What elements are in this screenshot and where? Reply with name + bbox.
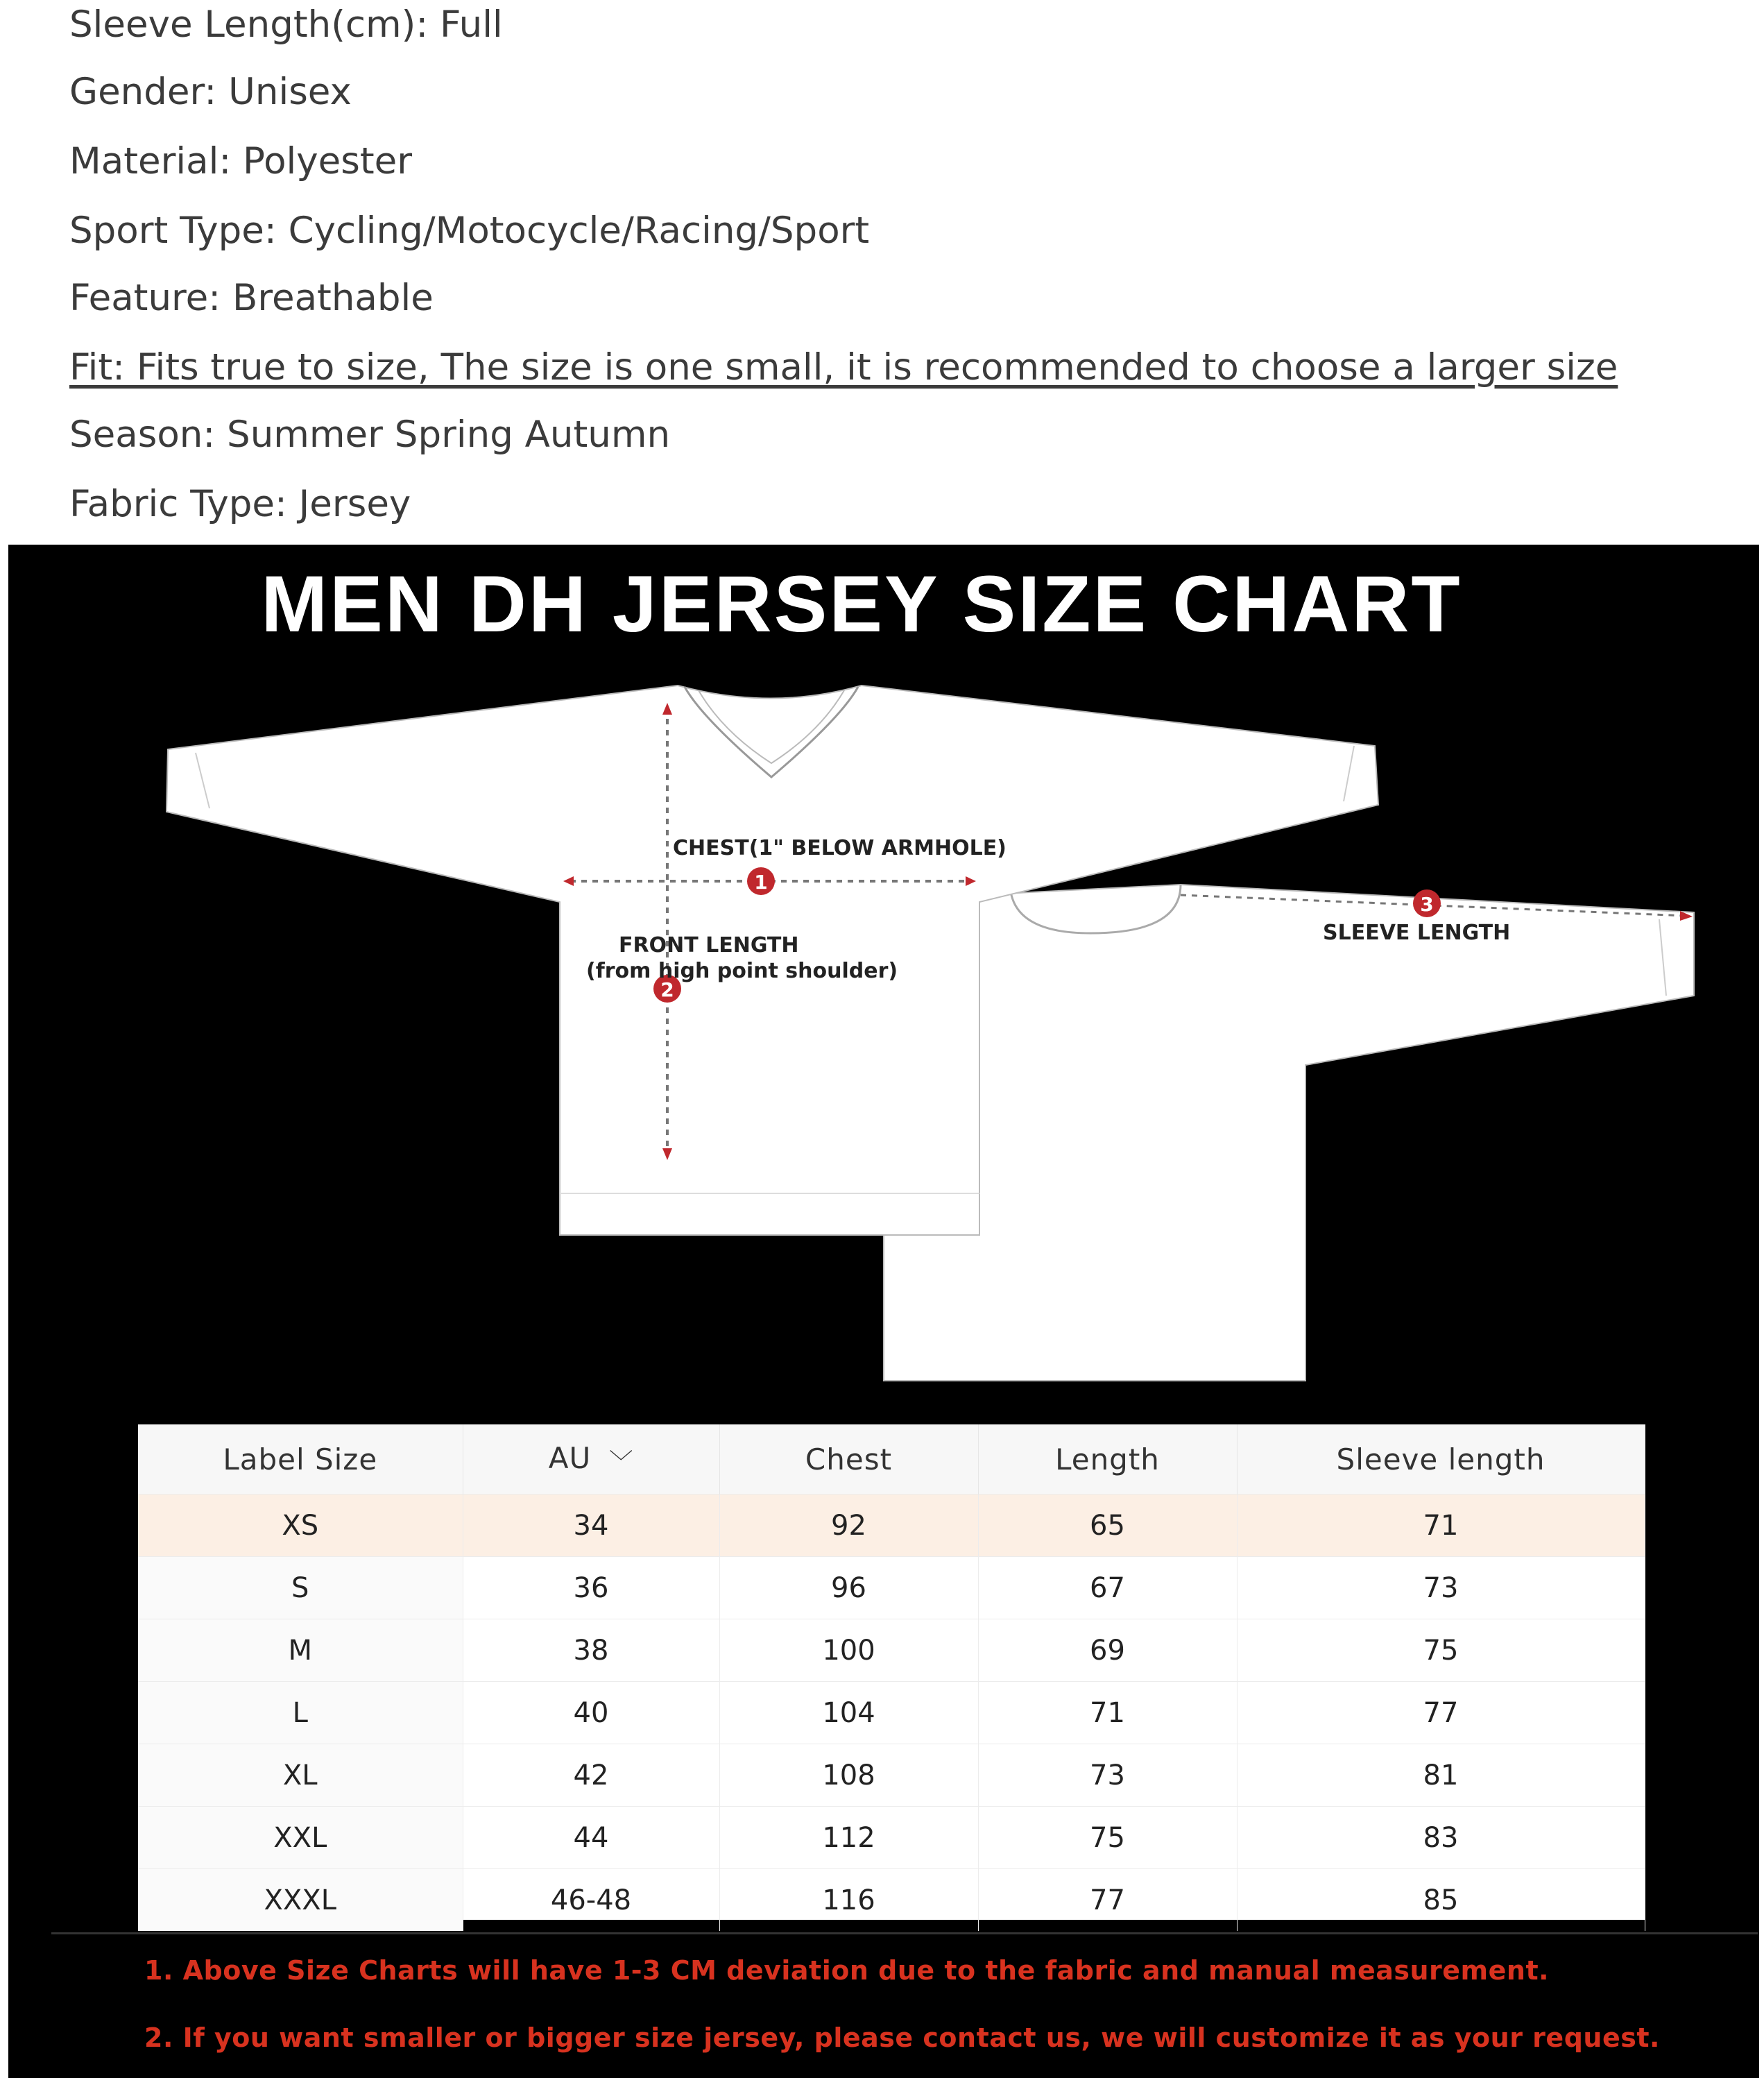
cell-sleeve: 71: [1237, 1494, 1645, 1557]
cell-size: XXXL: [138, 1869, 463, 1932]
table-row: [138, 1744, 1645, 1807]
col-length: Length: [978, 1424, 1237, 1494]
chest-label: CHEST(1" BELOW ARMHOLE): [673, 836, 1007, 860]
table-row: [138, 1557, 1645, 1619]
note-deviation: 1. Above Size Charts will have 1-3 CM deviation due to the fabric and manual measurement.: [144, 1955, 1550, 1986]
cell-length: 73: [978, 1744, 1237, 1807]
size-table: [138, 1424, 1645, 1931]
spec-material: Material: Polyester: [69, 140, 413, 182]
cell-sleeve: 73: [1237, 1557, 1645, 1619]
table-row: [138, 1494, 1645, 1557]
cell-length: 69: [978, 1619, 1237, 1682]
cell-size: L: [138, 1682, 463, 1744]
cell-au: 40: [463, 1682, 719, 1744]
cell-au: 42: [463, 1744, 719, 1807]
cell-length: 71: [978, 1682, 1237, 1744]
cell-au: 38: [463, 1619, 719, 1682]
table-row: [138, 1619, 1645, 1682]
spec-fit-link[interactable]: Fit: Fits true to size, The size is one small, it is recommended to choose a larger size: [69, 346, 1618, 389]
cell-length: 75: [978, 1807, 1237, 1869]
size-chart-panel: [8, 545, 1759, 2078]
marker-2-text: 2: [660, 978, 674, 1001]
cell-sleeve: 85: [1237, 1869, 1645, 1932]
cell-au: 46-48: [463, 1869, 719, 1932]
cell-chest: 96: [719, 1557, 978, 1619]
table-header-row: [138, 1424, 1645, 1494]
cell-sleeve: 81: [1237, 1744, 1645, 1807]
spec-season: Season: Summer Spring Autumn: [69, 414, 671, 456]
jersey-illustration: [8, 676, 1759, 1426]
jersey-diagram: [8, 676, 1759, 1429]
cell-sleeve: 75: [1237, 1619, 1645, 1682]
size-chart-title: MEN DH JERSEY SIZE CHART: [261, 560, 1462, 649]
note-customize: 2. If you want smaller or bigger size jersey, please contact us, we will customize it as your request.: [144, 2022, 1660, 2053]
cell-chest: 108: [719, 1744, 978, 1807]
marker-1-text: 1: [754, 871, 768, 894]
cell-au: 44: [463, 1807, 719, 1869]
sleeve-length-label: SLEEVE LENGTH: [1323, 921, 1511, 945]
cell-chest: 100: [719, 1619, 978, 1682]
cell-length: 77: [978, 1869, 1237, 1932]
cell-length: 67: [978, 1557, 1237, 1619]
chevron-down-icon[interactable]: ﹀: [609, 1449, 634, 1476]
front-length-label: FRONT LENGTH: [619, 933, 799, 957]
table-row: [138, 1869, 1645, 1932]
cell-size: XS: [138, 1494, 463, 1557]
cell-size: XXL: [138, 1807, 463, 1869]
cell-chest: 92: [719, 1494, 978, 1557]
cell-au: 36: [463, 1557, 719, 1619]
col-au-label: AU: [548, 1441, 592, 1475]
col-label-size: Label Size: [138, 1424, 463, 1494]
spec-fabric-type: Fabric Type: Jersey: [69, 483, 411, 525]
jersey-back-shape: [884, 885, 1694, 1381]
cell-length: 65: [978, 1494, 1237, 1557]
cell-chest: 104: [719, 1682, 978, 1744]
cell-size: XL: [138, 1744, 463, 1807]
notes-divider: [51, 1932, 1758, 1934]
spec-feature: Feature: Breathable: [69, 277, 434, 319]
cell-size: M: [138, 1619, 463, 1682]
cell-sleeve: 83: [1237, 1807, 1645, 1869]
col-sleeve-length: Sleeve length: [1237, 1424, 1645, 1494]
col-chest: Chest: [719, 1424, 978, 1494]
spec-sleeve-length: Sleeve Length(cm): Full: [69, 3, 503, 46]
table-row: [138, 1807, 1645, 1869]
cell-chest: 112: [719, 1807, 978, 1869]
cell-sleeve: 77: [1237, 1682, 1645, 1744]
marker-3-text: 3: [1420, 893, 1434, 916]
spec-sport-type: Sport Type: Cycling/Motocycle/Racing/Sport: [69, 210, 870, 252]
front-length-sublabel: (from high point shoulder): [586, 959, 898, 983]
cell-chest: 116: [719, 1869, 978, 1932]
table-row: [138, 1682, 1645, 1744]
col-au-dropdown[interactable]: [463, 1424, 719, 1494]
spec-gender: Gender: Unisex: [69, 71, 352, 113]
cell-size: S: [138, 1557, 463, 1619]
cell-au: 34: [463, 1494, 719, 1557]
size-table-container: [138, 1424, 1645, 1920]
